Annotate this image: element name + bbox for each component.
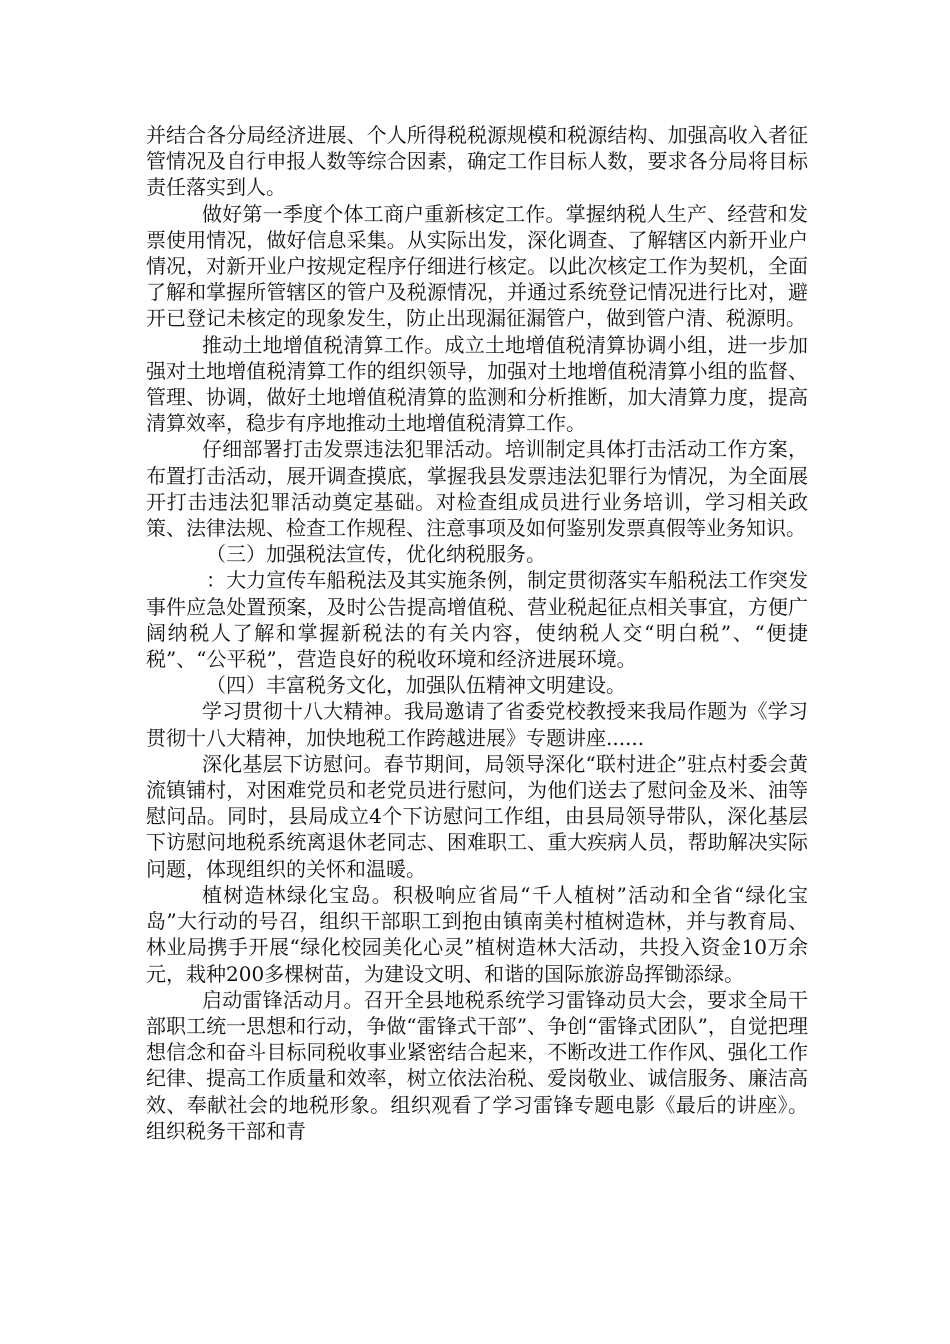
paragraph-invoice-crime: 仔细部署打击发票违法犯罪活动。培训制定具体打击活动工作方案，布置打击活动，展开调查摸底，掌握我县发票违法犯罪行为情况，为全面展开打击违法犯罪活动奠定基础。对检查组成员进行业务培训，学习相关政策、法律法规、检查工作规程、注意事项及如何鉴别发票真假等业务知识。 <box>146 437 808 541</box>
paragraph-continuation: 并结合各分局经济进展、个人所得税税源规模和税源结构、加强高收入者征管情况及自行申报人数等综合因素，确定工作目标人数，要求各分局将目标责任落实到人。 <box>146 123 808 200</box>
section-heading-three: （三）加强税法宣传，优化纳税服务。 <box>206 542 546 567</box>
document-page <box>146 122 808 1144</box>
paragraph-business-reassessment: 做好第一季度个体工商户重新核定工作。掌握纳税人生产、经营和发票使用情况，做好信息采集。从实际出发，深化调查、了解辖区内新开业户情况，对新开业户按规定程序仔细进行核定。以此次核定工作为契机，全面了解和掌握所管辖区的管户及税源情况，并通过系统登记情况进行比对，避开已登记未核定的现象发生，防止出现漏征漏管户，做到管户清、税源明。 <box>146 201 808 331</box>
paragraph-eighteenth-congress: 学习贯彻十八大精神。我局邀请了省委党校教授来我局作题为《学习贯彻十八大精神，加快地税工作跨越进展》专题讲座...... <box>146 699 808 750</box>
paragraph-land-tax-clearance: 推动土地增值税清算工作。成立土地增值税清算协调小组，进一步加强对土地增值税清算工作的组织领导，加强对土地增值税清算小组的监督、管理、协调，做好土地增值税清算的监测和分析推断，加大清算力度，提高清算效率，稳步有序地推动土地增值税清算工作。 <box>146 332 808 436</box>
paragraph-grassroots-visits: 深化基层下访慰问。春节期间，局领导深化“联村进企”驻点村委会黄流镇铺村，对困难党员和老党员进行慰问，为他们送去了慰问金及米、油等慰问品。同时，县局成立4个下访慰问工作组，由县局领导带队，深化基层下访慰问地税系统离退休老同志、困难职工、重大疾病人员，帮助解决实际问题，体现组织的关怀和温暖。 <box>146 751 808 881</box>
paragraph-lei-feng-month: 启动雷锋活动月。召开全县地税系统学习雷锋动员大会，要求全局干部职工统一思想和行动，争做“雷锋式干部”、争创“雷锋式团队”，自觉把理想信念和奋斗目标同税收事业紧密结合起来，不断改进工作作风、强化工作纪律、提高工作质量和效率，树立依法治税、爱岗敬业、诚信服务、廉洁高效、奉献社会的地税形象。组织观看了学习雷锋专题电影《最后的讲座》。组织税务干部和青 <box>146 987 808 1143</box>
paragraph-tree-planting: 植树造林绿化宝岛。积极响应省局“千人植树”活动和全省“绿化宝岛”大行动的号召，组织干部职工到抱由镇南美村植树造林，并与教育局、林业局携手开展“绿化校园美化心灵”植树造林大活动，共投入资金10万余元，栽种200多棵树苗，为建设文明、和谐的国际旅游岛挥锄添绿。 <box>146 882 808 986</box>
paragraph-tax-publicity: ：大力宣传车船税法及其实施条例，制定贯彻落实车船税法工作突发事件应急处置预案，及时公告提高增值税、营业税起征点相关事宜，方便广阔纳税人了解和掌握新税法的有关内容，使纳税人交“明白税”、“便捷税”、“公平税”，营造良好的税收环境和经济进展环境。 <box>146 568 808 672</box>
section-heading-four: （四）丰富税务文化，加强队伍精神文明建设。 <box>206 673 626 698</box>
